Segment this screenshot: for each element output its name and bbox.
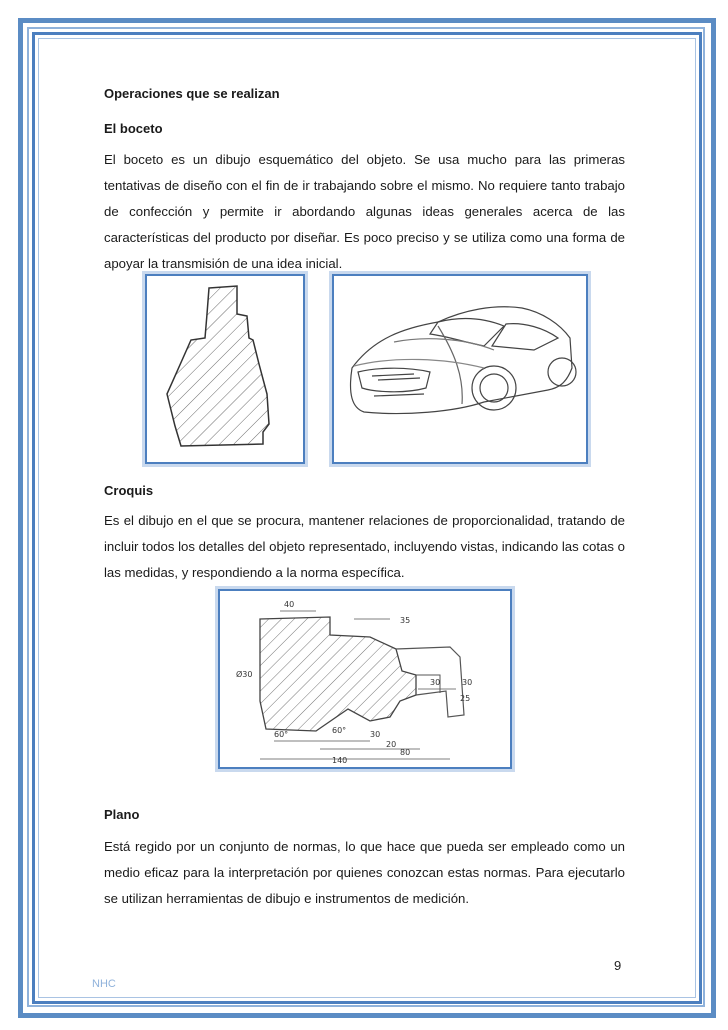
dim-label: 30 (370, 730, 381, 739)
car-sketch-figure (332, 274, 588, 464)
part-outline (167, 286, 269, 446)
dim-label: 60° (274, 730, 289, 739)
boceto-paragraph: El boceto es un dibujo esquemático del objeto. Se usa mucho para las primeras tentativas de diseño con el fin de ir trabajando sobre el mismo. No requiere tanto trabajo de confección y permite ir abordando algunas ideas generales acerca de las características del producto por diseñar. Es poco preciso y se utiliza como una forma de apoyar la transmisión de una idea inicial. (104, 152, 625, 271)
dim-label: 20 (386, 740, 397, 749)
hatched-part-sketch-figure (145, 274, 305, 464)
dim-label: 35 (400, 616, 411, 625)
dim-label: 30 (462, 678, 473, 687)
dim-label: 60° (332, 726, 347, 735)
croquis-sketch-figure (218, 589, 512, 769)
footer-initials: NHC (92, 978, 116, 990)
plano-heading: Plano (104, 807, 140, 822)
plano-paragraph: Está regido por un conjunto de normas, lo que hace que pueda ser empleado como un medio eficaz para la interpretación por quienes conozcan estas normas. Para ejecutarlo se utilizan herramientas de dibujo e instrumentos de medición. (104, 839, 625, 906)
boceto-heading: El boceto (104, 121, 163, 136)
page-number: 9 (614, 958, 622, 973)
dim-label: 40 (284, 600, 295, 609)
operations-heading: Operaciones que se realizan (104, 86, 280, 101)
croquis-paragraph: Es el dibujo en el que se procura, mantener relaciones de proporcionalidad, tratando de incluir todos los detalles del objeto representado, incluyendo vistas, indicando las cotas o las medidas, y respondiendo a la norma específica. (104, 513, 625, 580)
dim-label: 80 (400, 748, 411, 757)
croquis-heading: Croquis (104, 483, 154, 498)
dim-label: Ø30 (236, 670, 253, 679)
dim-label: 25 (460, 694, 471, 703)
dim-label: 30 (430, 678, 441, 687)
dim-label: 140 (332, 756, 348, 765)
croquis-part (260, 617, 416, 731)
